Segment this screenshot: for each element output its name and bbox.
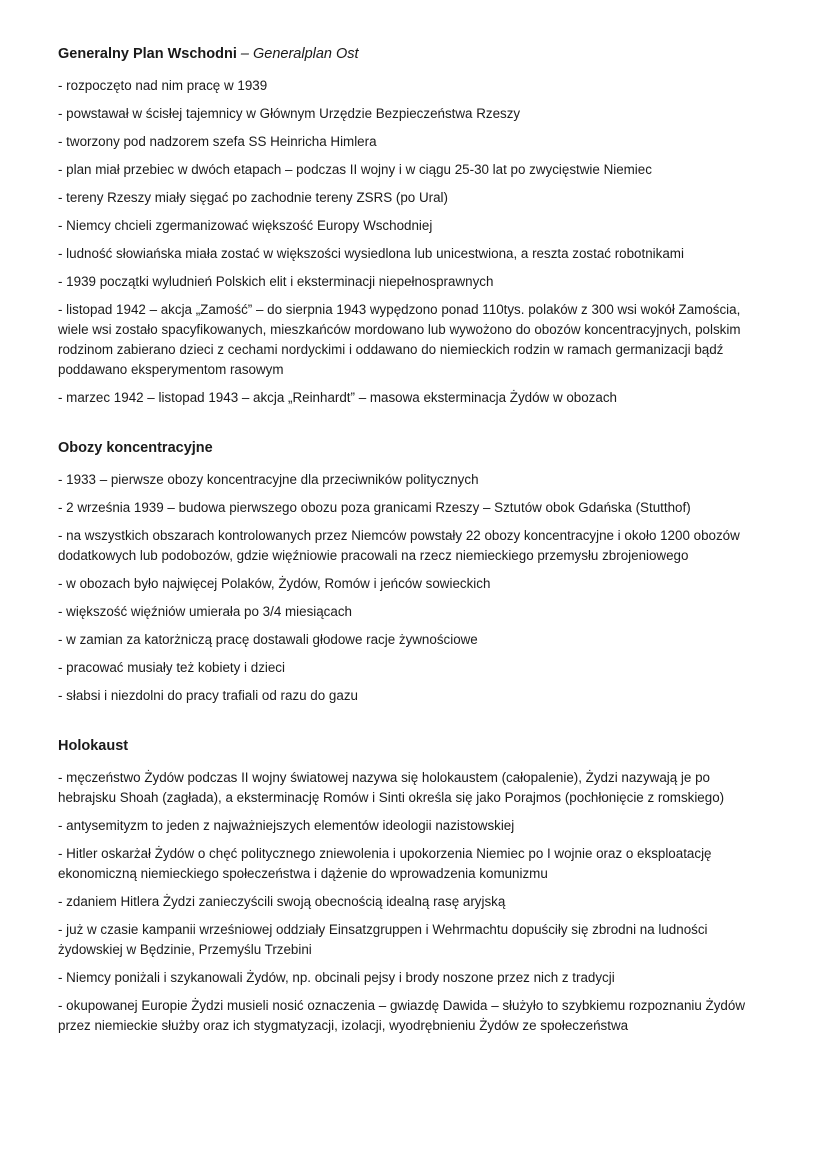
section-heading [58, 44, 770, 64]
list-item: - już w czasie kampanii wrześniowej oddziały Einsatzgruppen i Wehrmachtu dopuściły się zbrodni na ludności żydowskiej w Będzinie, Przemyślu Trzebini [58, 922, 708, 957]
list-item: - Hitler oskarżał Żydów o chęć politycznego zniewolenia i upokorzenia Niemiec po I wojnie oraz o eksploatację ekonomiczną niemieckiego społeczeństwa i dążenie do wprowadzenia komunizmu [58, 846, 712, 881]
heading-subtitle-separator: – [236, 46, 253, 62]
list-item: - pracować musiały też kobiety i dzieci [58, 660, 285, 675]
heading-subtitle: Generalplan Ost [253, 46, 359, 62]
list-item: - ludność słowiańska miała zostać w większości wysiedlona lub unicestwiona, a reszta zostać robotnikami [58, 246, 684, 261]
list-item: - w zamian za katorżniczą pracę dostawali głodowe racje żywnościowe [58, 632, 478, 647]
list-item: - listopad 1942 – akcja „Zamość” – do sierpnia 1943 wypędzono ponad 110tys. polaków z 300 wsi wokół Zamościa, wiele wsi zostało spacyfikowanych, mieszkańców mordowano lub wywożono do obozów koncentracyjnych, polskim rodzinom zabierano dzieci z cechami nordyckimi i oddawano do niemieckich rodzin w ramach germanizacji bądź poddawano eksperymentom rasowym [58, 302, 741, 377]
list-item: - Niemcy chcieli zgermanizować większość Europy Wschodniej [58, 218, 433, 233]
list-item: - tworzony pod nadzorem szefa SS Heinricha Himlera [58, 134, 377, 149]
list-item: - większość więźniów umierała po 3/4 miesiącach [58, 604, 352, 619]
list-item: - na wszystkich obszarach kontrolowanych przez Niemców powstały 22 obozy koncentracyjne i około 1200 obozów dodatkowych lub podobozów, gdzie więźniowie pracowali na rzecz niemieckiego przemysłu zbrojeniowego [58, 528, 740, 563]
section-heading: Obozy koncentracyjne [58, 440, 213, 456]
list-item: - antysemityzm to jeden z najważniejszych elementów ideologii nazistowskiej [58, 818, 515, 833]
list-item: - 1939 początki wyludnień Polskich elit i eksterminacji niepełnosprawnych [58, 274, 494, 289]
list-item: - rozpoczęto nad nim pracę w 1939 [58, 78, 268, 93]
list-item: - okupowanej Europie Żydzi musieli nosić oznaczenia – gwiazdę Dawida – służyło to szybkiemu rozpoznaniu Żydów przez niemieckie służby oraz ich stygmatyzacji, izolacji, wyodrębnieniu Żydów ze społeczeństwa [58, 998, 745, 1033]
list-item: - marzec 1942 – listopad 1943 – akcja „Reinhardt” – masowa eksterminacja Żydów w obozach [58, 390, 617, 405]
list-item: - tereny Rzeszy miały sięgać po zachodnie tereny ZSRS (po Ural) [58, 190, 448, 205]
list-item: - w obozach było najwięcej Polaków, Żydów, Romów i jeńców sowieckich [58, 576, 491, 591]
list-item: - zdaniem Hitlera Żydzi zanieczyścili swoją obecnością idealną rasę aryjską [58, 894, 506, 909]
list-item: - słabsi i niezdolni do pracy trafiali od razu do gazu [58, 688, 358, 703]
list-item: - Niemcy poniżali i szykanowali Żydów, np. obcinali pejsy i brody noszone przez nich z tradycji [58, 970, 615, 985]
section-heading: Holokaust [58, 738, 129, 754]
heading-title: Generalny Plan Wschodni [58, 46, 237, 62]
section-obozy-koncentracyjne [58, 438, 770, 706]
list-item: - 1933 – pierwsze obozy koncentracyjne dla przeciwników politycznych [58, 472, 479, 487]
section-generalny-plan [58, 44, 770, 408]
list-item: - powstawał w ścisłej tajemnicy w Głównym Urzędzie Bezpieczeństwa Rzeszy [58, 106, 521, 121]
section-holokaust [58, 736, 770, 1036]
list-item: - plan miał przebiec w dwóch etapach – podczas II wojny i w ciągu 25-30 lat po zwycięstwie Niemiec [58, 162, 652, 177]
list-item: - męczeństwo Żydów podczas II wojny światowej nazywa się holokaustem (całopalenie), Żydzi nazywają je po hebrajsku Shoah (zagłada), a eksterminację Romów i Sinti określa się jako Porajmos (pochłonięcie z romskiego) [58, 770, 725, 805]
list-item: - 2 września 1939 – budowa pierwszego obozu poza granicami Rzeszy – Sztutów obok Gdańska (Stutthof) [58, 500, 691, 515]
